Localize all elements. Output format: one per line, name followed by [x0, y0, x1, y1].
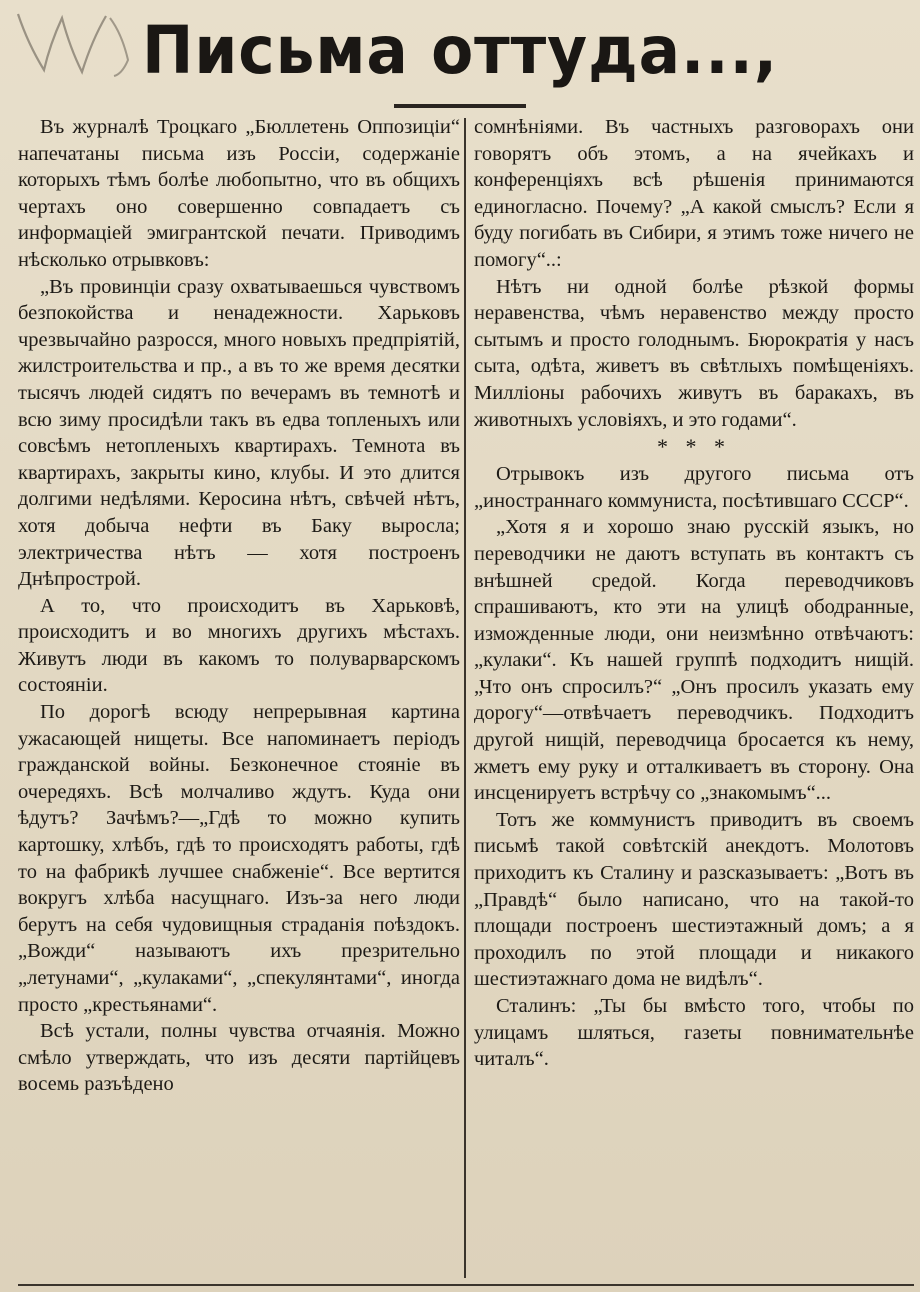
paragraph: Тотъ же коммунистъ приводитъ въ своемъ письмѣ такой совѣтскій анекдотъ. Молотовъ приходитъ къ Сталину и разсказываетъ: „Вотъ въ „Правдѣ“ было написано, что на такой-то площади построенъ шестиэтажный домъ; а я проходилъ по этой площади и никакого шестиэтажнаго дома не видѣлъ“.	[474, 808, 914, 991]
column-divider	[464, 118, 466, 1278]
paragraph: Сталинъ: „Ты бы вмѣсто того, чтобы по улицамъ шляться, газеты повнимательнѣе читалъ“.	[474, 995, 914, 1071]
headline-rule	[394, 104, 526, 108]
right-column	[474, 114, 914, 1286]
section-separator: * * *	[657, 434, 731, 460]
paragraph: Въ журналѣ Троцкаго „Бюллетень Оппозиціи“ напечатаны письма изъ Россіи, содержаніе которыхъ тѣмъ болѣе любопытно, что въ общихъ чертахъ оно совершенно совпадаетъ съ информаціей эмигрантской печати. Приводимъ нѣсколько отрывковъ:	[18, 116, 460, 271]
paragraph: А то, что происходитъ въ Харьковѣ, происходитъ и во многихъ другихъ мѣстахъ. Живутъ люди въ какомъ то полуварварскомъ состояніи.	[18, 594, 460, 697]
left-column	[18, 114, 460, 1286]
bottom-rule	[18, 1284, 914, 1286]
paragraph: Отрывокъ изъ другого письма отъ „иностраннаго коммуниста, посѣтившаго СССР“.	[474, 463, 914, 512]
paragraph: „Въ провинціи сразу охватываешься чувствомъ безпокойства и ненадежности. Харьковъ чрезвычайно разросся, много новыхъ предпріятій, жилстроительства и пр., а въ то же время десятки тысячъ людей сидятъ по вечерамъ въ темнотѣ и всю зиму просидѣли такъ въ едва топленыхъ или совсѣмъ нетопленыхъ квартирахъ. Темнота въ квартирахъ, закрыты кино, клубы. И это длится долгими недѣлями. Керосина нѣтъ, свѣчей нѣтъ, хотя добыча нефти въ Баку выросла; электричества нѣтъ — хотя построенъ Днѣпрострой.	[18, 275, 460, 591]
paragraph: Нѣтъ ни одной болѣе рѣзкой формы неравенства, чѣмъ неравенство между просто сытымъ и просто голоднымъ. Бюрократія у насъ сыта, одѣта, живетъ въ свѣтлыхъ помѣщеніяхъ. Милліоны рабочихъ живутъ въ баракахъ, въ животныхъ условіяхъ, и это годами“.	[474, 275, 914, 431]
paragraph: Всѣ устали, полны чувства отчаянія. Можно смѣло утверждать, что изъ десяти партійцевъ восемь разъѣдено	[18, 1020, 460, 1096]
paragraph: „Хотя я и хорошо знаю русскій языкъ, но переводчики не даютъ вступать въ контактъ съ внѣшней средой. Когда переводчиковъ спрашиваютъ, кто эти на улицѣ ободранные, изможденные люди, они неизмѣнно отвѣчаютъ: „кулаки“. Къ нашей группѣ подходитъ нищій. „Что онъ спросилъ?“ „Онъ просилъ указать ему дорогу“—отвѣчаетъ переводчикъ. Подходитъ другой нищій, переводчица бросается къ нему, жметъ ему руку и отталкиваетъ въ сторону. Она инсценируетъ встрѣчу со „знакомымъ“...	[474, 516, 914, 805]
paragraph: сомнѣніями. Въ частныхъ разговорахъ они говорятъ объ этомъ, а на ячейкахъ и конференціяхъ всѣ рѣшенія принимаются единогласно. Почему? „А какой смыслъ? Если я буду погибать въ Сибири, я этимъ тоже ничего не помогу“..:	[474, 116, 914, 271]
headline: Письма оттуда...,	[142, 12, 778, 89]
paragraph: По дорогѣ всюду непрерывная картина ужасающей нищеты. Все напоминаетъ періодъ гражданской войны. Безконечное стояніе въ очередяхъ. Всѣ молчаливо ждутъ. Куда они ѣдутъ? Зачѣмъ?—„Гдѣ то можно купить картошку, хлѣбъ, гдѣ то происходятъ работы, гдѣ то на фабрикѣ лучшее снабженіе“. Все вертится вокругъ хлѣба насущнаго. Изъ-за него люди берутъ на себя чудовищныя страданія поѣздокъ. „Вожди“ называютъ ихъ презрительно „летунами“, „кулаками“, „спекулянтами“, иногда просто „крестьянами“.	[18, 701, 460, 1016]
